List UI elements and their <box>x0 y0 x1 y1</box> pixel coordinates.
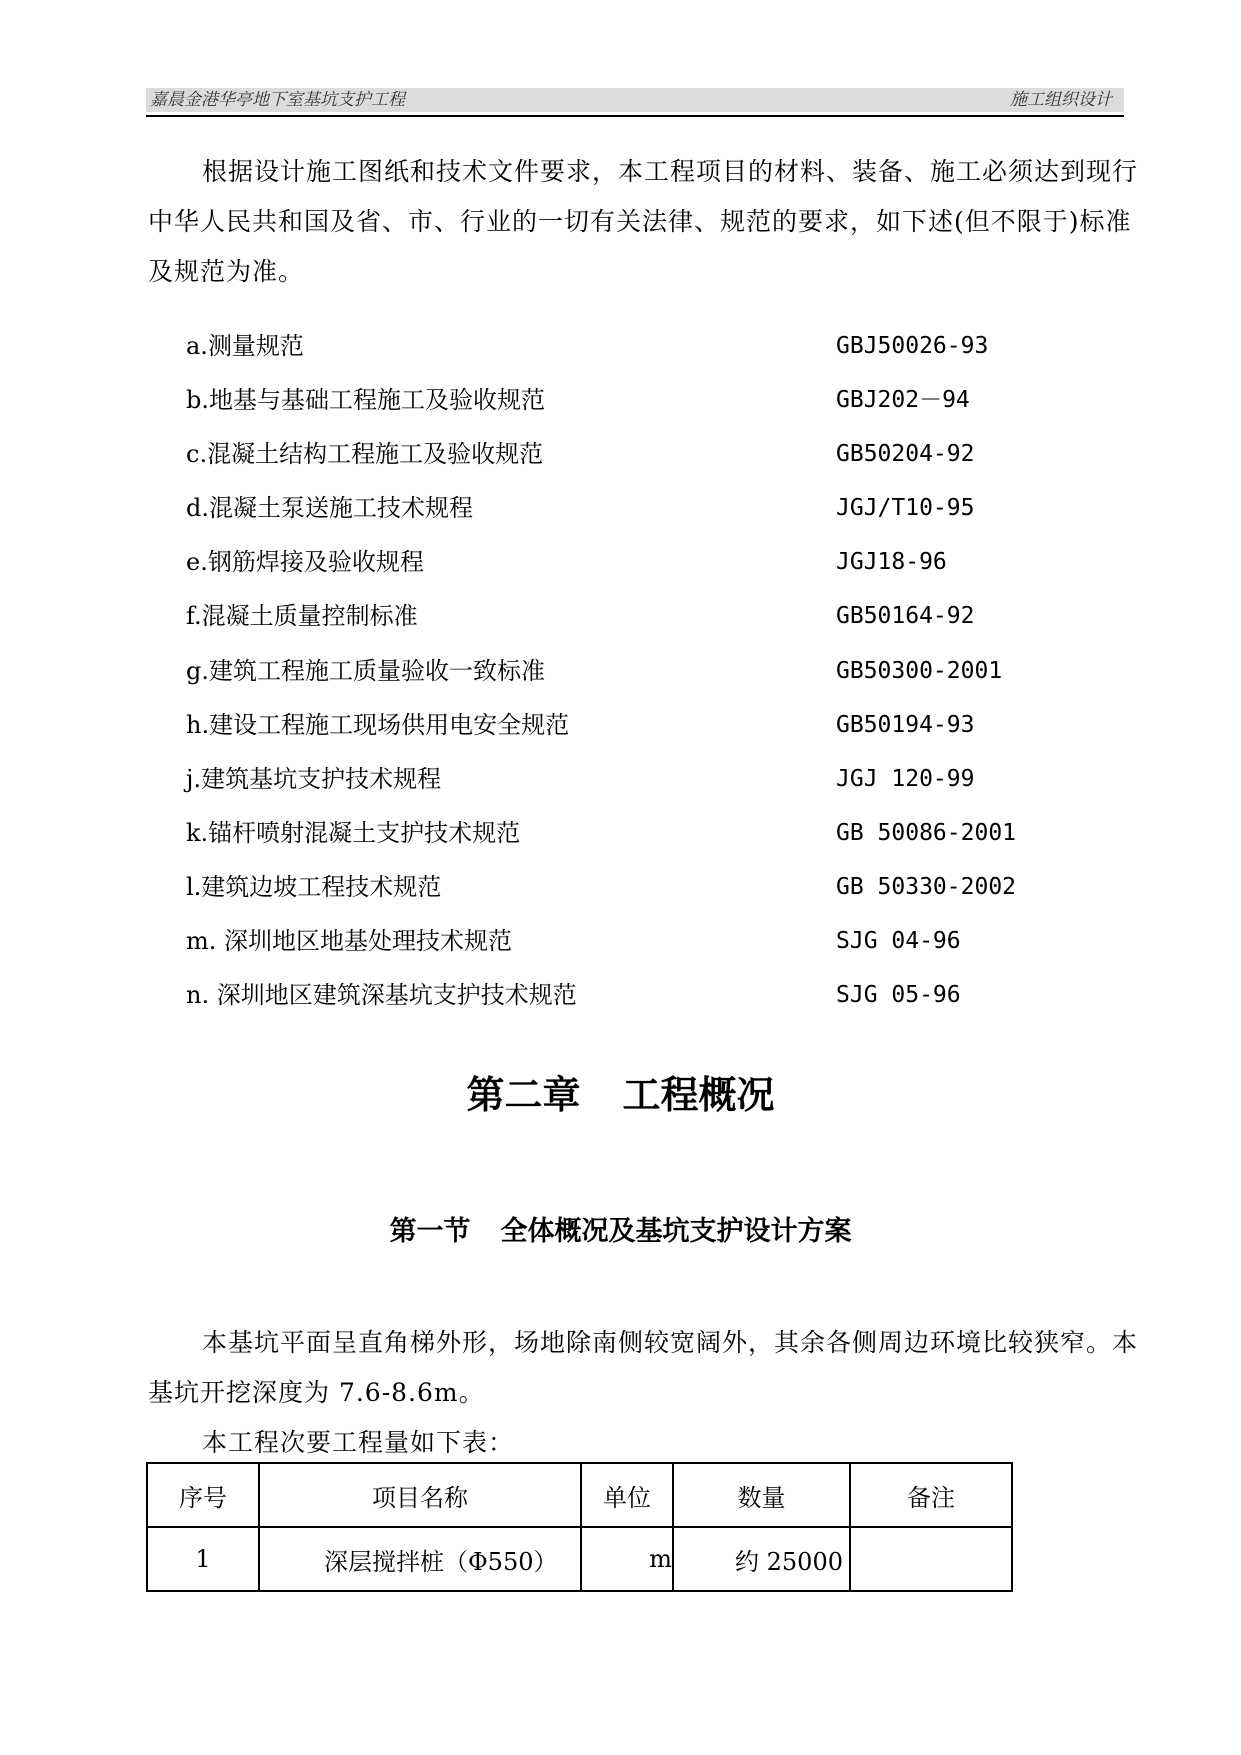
standard-name: j.建筑基坑支护技术规程 <box>186 764 442 793</box>
standard-name: k.锚杆喷射混凝土支护技术规范 <box>186 818 521 847</box>
quantity-table <box>146 1462 1013 1592</box>
standard-item <box>186 752 1086 806</box>
table-cell: m <box>581 1527 673 1591</box>
standard-name: d.混凝土泵送施工技术规程 <box>186 494 473 523</box>
standard-name: h.建设工程施工现场供用电安全规范 <box>186 710 570 739</box>
header-project-title: 嘉晨金港华亭地下室基坑支护工程 <box>150 90 405 110</box>
standard-code: GB50300-2001 <box>836 657 1003 684</box>
standard-item <box>186 535 1086 589</box>
standard-item <box>186 806 1086 860</box>
section-heading <box>0 1212 1241 1252</box>
standard-name: e.钢筋焊接及验收规程 <box>186 548 424 577</box>
standard-code: GBJ202－94 <box>836 387 970 414</box>
standard-item <box>186 644 1086 698</box>
standard-code: GB 50330-2002 <box>836 873 1017 900</box>
table-header-cell: 数量 <box>673 1463 850 1527</box>
table-header-cell: 项目名称 <box>259 1463 581 1527</box>
overview-text: 本基坑平面呈直角梯外形，场地除南侧较宽阔外，其余各侧周边环境比较狭窄。本基坑开挖深度为 7.6-8.6m。 <box>148 1328 1139 1407</box>
standard-code: JGJ/T10-95 <box>836 495 975 522</box>
header-doc-type: 施工组织设计 <box>1010 90 1112 110</box>
standard-item <box>186 481 1086 535</box>
standard-name: m. 深圳地区地基处理技术规范 <box>186 927 513 956</box>
standard-name: n. 深圳地区建筑深基坑支护技术规范 <box>186 981 577 1010</box>
standard-code: SJG 04-96 <box>836 928 961 955</box>
standard-item <box>186 427 1086 481</box>
standard-item <box>186 698 1086 752</box>
standards-list <box>186 319 1086 1022</box>
standard-code: SJG 05-96 <box>836 982 961 1009</box>
standard-code: GB50194-93 <box>836 711 975 738</box>
standard-name: g.建筑工程施工质量验收一致标准 <box>186 656 545 685</box>
standard-name: f.混凝土质量控制标准 <box>186 602 418 631</box>
chapter-heading <box>0 1070 1241 1120</box>
standard-code: GB50164-92 <box>836 603 975 630</box>
standard-item <box>186 589 1086 643</box>
standard-code: GB 50086-2001 <box>836 819 1017 846</box>
table-intro <box>148 1420 1148 1466</box>
table-cell <box>850 1527 1012 1591</box>
table-row <box>147 1527 1012 1591</box>
table-cell: 深层搅拌桩（Φ550） <box>259 1527 581 1591</box>
standard-name: b.地基与基础工程施工及验收规范 <box>186 386 545 415</box>
chapter-title: 工程概况 <box>622 1073 775 1117</box>
intro-text: 根据设计施工图纸和技术文件要求，本工程项目的材料、装备、施工必须达到现行中华人民共和国及省、市、行业的一切有关法律、规范的要求，如下述(但不限于)标准及规范为准。 <box>148 157 1139 286</box>
standard-code: GB50204-92 <box>836 441 975 468</box>
intro-paragraph <box>148 147 1148 297</box>
standard-item <box>186 373 1086 427</box>
standard-name: c.混凝土结构工程施工及验收规范 <box>186 440 544 469</box>
standard-item <box>186 319 1086 373</box>
table-header-cell: 单位 <box>581 1463 673 1527</box>
standard-item <box>186 968 1086 1022</box>
chapter-number: 第二章 <box>466 1073 581 1117</box>
table-cell: 1 <box>147 1527 259 1591</box>
standard-item <box>186 860 1086 914</box>
standard-name: l.建筑边坡工程技术规范 <box>186 872 442 901</box>
page-header <box>146 88 1124 112</box>
table-cell: 约 25000 <box>673 1527 850 1591</box>
standard-name: a.测量规范 <box>186 332 304 360</box>
table-header-cell: 序号 <box>147 1463 259 1527</box>
section-title: 全体概况及基坑支护设计方案 <box>500 1216 852 1247</box>
standard-code: JGJ18-96 <box>836 549 947 576</box>
standard-code: JGJ 120-99 <box>836 765 975 792</box>
overview-paragraph <box>148 1318 1148 1418</box>
table-intro-text: 本工程次要工程量如下表： <box>202 1428 515 1457</box>
section-number: 第一节 <box>389 1216 471 1247</box>
table-header-row <box>147 1463 1012 1527</box>
table-header-cell: 备注 <box>850 1463 1012 1527</box>
header-divider <box>146 115 1124 117</box>
standard-code: GBJ50026-93 <box>836 333 989 359</box>
standard-item <box>186 914 1086 968</box>
